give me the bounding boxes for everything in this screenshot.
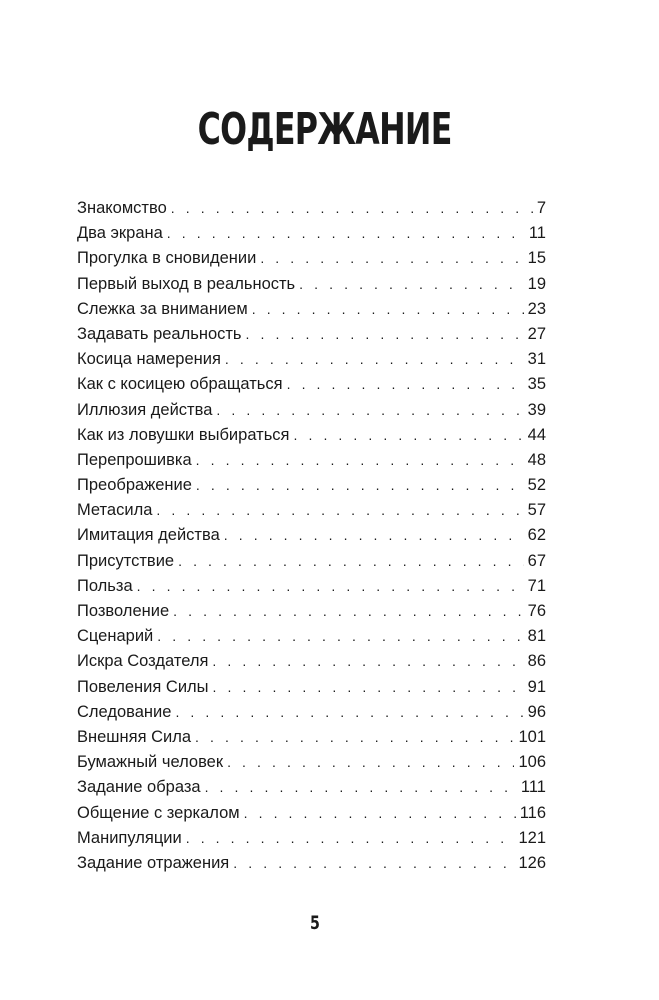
dot-leader bbox=[196, 448, 524, 473]
toc-entry-page: 39 bbox=[527, 400, 546, 419]
toc-entry-title: Метасила bbox=[77, 501, 153, 520]
toc-entry-title: Искра Создателя bbox=[77, 652, 209, 671]
toc-entry bbox=[77, 826, 546, 851]
toc-entry-title: Иллюзия действа bbox=[77, 400, 213, 419]
toc-entry-page: 35 bbox=[527, 375, 546, 394]
toc-entry-page: 44 bbox=[527, 425, 546, 444]
toc-entry-page: 116 bbox=[519, 803, 546, 822]
dot-leader bbox=[171, 196, 533, 221]
dot-leader bbox=[178, 549, 524, 574]
toc-entry-page: 19 bbox=[527, 274, 546, 293]
toc-entry bbox=[77, 851, 546, 876]
toc-entry-page: 76 bbox=[527, 602, 546, 620]
toc-entry bbox=[77, 448, 546, 473]
toc-entry-title: Преображение bbox=[77, 476, 192, 495]
toc-entry bbox=[77, 347, 546, 372]
toc-entry bbox=[77, 549, 546, 574]
toc-entry bbox=[77, 297, 546, 322]
dot-leader bbox=[224, 523, 524, 548]
dot-leader bbox=[244, 801, 516, 826]
toc-entry-page: 81 bbox=[527, 627, 546, 646]
toc-entry-title: Имитация действа bbox=[77, 526, 220, 545]
toc-entry-page: 23 bbox=[527, 299, 546, 318]
toc-entry bbox=[77, 498, 546, 523]
toc-entry bbox=[77, 423, 546, 448]
toc-entry bbox=[77, 523, 546, 548]
table-of-contents bbox=[77, 196, 546, 876]
toc-entry bbox=[77, 473, 546, 498]
toc-entry bbox=[77, 221, 546, 246]
toc-entry-page: 27 bbox=[527, 324, 546, 343]
toc-entry-title: Задание образа bbox=[77, 778, 201, 797]
toc-entry-page: 52 bbox=[527, 476, 546, 495]
toc-entry bbox=[77, 322, 546, 347]
toc-entry-title: Первый выход в реальность bbox=[77, 274, 296, 293]
dot-leader bbox=[216, 398, 523, 423]
toc-entry bbox=[77, 272, 546, 297]
toc-entry-page: 106 bbox=[518, 753, 546, 772]
toc-entry-title: Прогулка в сновидении bbox=[77, 249, 257, 268]
toc-entry bbox=[77, 599, 546, 624]
toc-entry-title: Косица намерения bbox=[77, 350, 221, 369]
toc-entry bbox=[77, 750, 546, 775]
page-title: СОДЕРЖАНИЕ bbox=[197, 104, 452, 155]
dot-leader bbox=[157, 624, 523, 649]
toc-entry-title: Перепрошивка bbox=[77, 450, 192, 469]
toc-entry-title: Польза bbox=[77, 576, 133, 595]
toc-entry bbox=[77, 196, 546, 221]
toc-entry-page: 126 bbox=[518, 853, 546, 872]
toc-entry-page: 15 bbox=[527, 249, 546, 268]
toc-entry-page: 71 bbox=[527, 576, 546, 595]
toc-entry-title: Как из ловушки выбираться bbox=[77, 425, 290, 444]
toc-entry-page: 7 bbox=[536, 199, 546, 217]
dot-leader bbox=[137, 574, 524, 599]
dot-leader bbox=[233, 851, 514, 876]
toc-entry bbox=[77, 649, 546, 674]
toc-entry bbox=[77, 775, 546, 800]
toc-entry-page: 121 bbox=[518, 828, 546, 847]
toc-entry bbox=[77, 801, 546, 826]
toc-entry-title: Манипуляции bbox=[77, 828, 182, 847]
toc-entry bbox=[77, 246, 546, 271]
dot-leader bbox=[293, 423, 523, 448]
toc-entry-title: Сценарий bbox=[77, 627, 154, 646]
dot-leader bbox=[205, 775, 517, 800]
dot-leader bbox=[299, 272, 523, 297]
toc-entry-title: Задавать реальность bbox=[77, 324, 242, 343]
dot-leader bbox=[287, 372, 524, 397]
toc-entry bbox=[77, 675, 546, 700]
dot-leader bbox=[227, 750, 514, 775]
dot-leader bbox=[156, 498, 523, 523]
dot-leader bbox=[196, 473, 524, 498]
toc-entry bbox=[77, 700, 546, 725]
dot-leader bbox=[195, 725, 514, 750]
toc-entry-page: 91 bbox=[527, 677, 546, 696]
dot-leader bbox=[246, 322, 524, 347]
toc-entry bbox=[77, 398, 546, 423]
toc-entry-title: Слежка за вниманием bbox=[77, 299, 248, 318]
dot-leader bbox=[252, 297, 524, 322]
page-number: 5 bbox=[310, 912, 320, 934]
toc-entry-page: 86 bbox=[527, 652, 546, 671]
toc-entry-title: Повеления Силы bbox=[77, 677, 209, 696]
toc-entry-page: 31 bbox=[527, 350, 546, 369]
toc-entry-title: Знакомство bbox=[77, 199, 167, 217]
toc-entry-title: Присутствие bbox=[77, 551, 175, 570]
toc-entry-title: Два экрана bbox=[77, 224, 163, 243]
toc-entry-title: Внешняя Сила bbox=[77, 727, 192, 746]
toc-entry bbox=[77, 624, 546, 649]
dot-leader bbox=[212, 649, 523, 674]
dot-leader bbox=[173, 599, 524, 624]
toc-entry-page: 111 bbox=[520, 778, 546, 797]
toc-entry-page: 67 bbox=[527, 551, 546, 570]
toc-entry-page: 48 bbox=[527, 450, 546, 469]
toc-entry-title: Задание отражения bbox=[77, 853, 230, 872]
dot-leader bbox=[213, 675, 524, 700]
toc-entry-title: Позволение bbox=[77, 602, 170, 620]
toc-entry bbox=[77, 574, 546, 599]
toc-entry-page: 101 bbox=[518, 727, 546, 746]
toc-entry-page: 11 bbox=[528, 224, 546, 243]
toc-entry-page: 57 bbox=[527, 501, 546, 520]
dot-leader bbox=[260, 246, 523, 271]
toc-entry-page: 62 bbox=[527, 526, 546, 545]
toc-entry bbox=[77, 725, 546, 750]
toc-entry bbox=[77, 372, 546, 397]
toc-entry-title: Бумажный человек bbox=[77, 753, 224, 772]
toc-entry-title: Следование bbox=[77, 702, 172, 721]
dot-leader bbox=[175, 700, 523, 725]
dot-leader bbox=[167, 221, 525, 246]
dot-leader bbox=[186, 826, 515, 851]
toc-entry-title: Общение с зеркалом bbox=[77, 803, 240, 822]
toc-entry-title: Как с косицею обращаться bbox=[77, 375, 283, 394]
dot-leader bbox=[225, 347, 524, 372]
toc-entry-page: 96 bbox=[527, 702, 546, 721]
